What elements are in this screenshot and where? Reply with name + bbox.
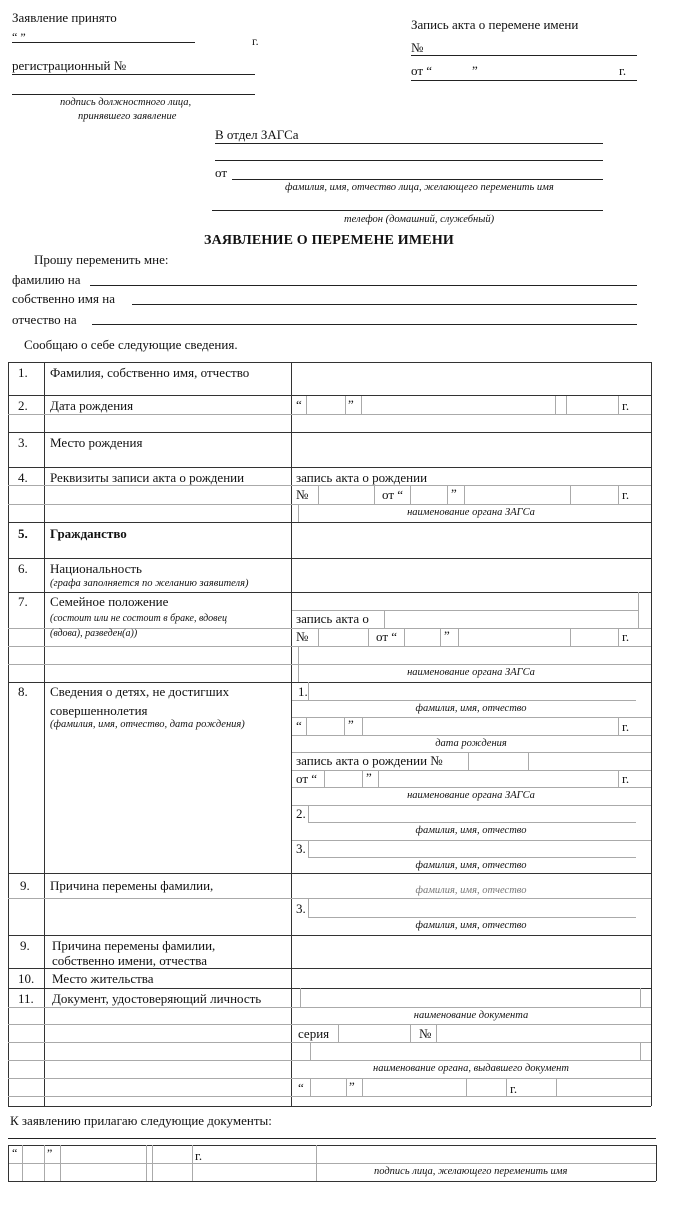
- applicant-phone-line[interactable]: [212, 210, 603, 211]
- ghost-fio-caption: фамилия, имя, отчество: [415, 885, 527, 896]
- child1-quote-open: “: [296, 718, 302, 733]
- applicant-signature-field[interactable]: [317, 1146, 655, 1163]
- row11-no-label: №: [419, 1026, 432, 1041]
- row2-quote-open: “: [296, 397, 302, 412]
- row11-issuer-caption: наименование органа, выдавшего документ: [373, 1063, 569, 1074]
- new-name-label: собственно имя на: [12, 291, 115, 306]
- child1-fio-caption: фамилия, имя, отчество: [415, 703, 527, 714]
- child1-quote-close: ”: [348, 717, 354, 732]
- citizenship-cell[interactable]: [292, 523, 650, 557]
- row9a-child-num: 3.: [296, 901, 306, 916]
- nationality-cell[interactable]: [292, 559, 650, 591]
- info-intro: Сообщаю о себе следующие сведения.: [24, 337, 238, 352]
- row7-note-1: (состоит или не состоит в браке, вдовец: [50, 613, 227, 624]
- child3-fio-caption: фамилия, имя, отчество: [415, 860, 527, 871]
- record-year: г.: [619, 63, 627, 78]
- row1-num: 1.: [18, 365, 28, 380]
- row9-label-2: собственно имени, отчества: [52, 953, 208, 968]
- row4-record-label: запись акта о рождении: [296, 470, 428, 485]
- row5-num: 5.: [18, 526, 28, 541]
- child2-fio-caption: фамилия, имя, отчество: [415, 825, 527, 836]
- accepted-label: Заявление принято: [12, 10, 117, 25]
- attachments-line[interactable]: [8, 1138, 656, 1139]
- footer-quote-close: ”: [47, 1146, 53, 1160]
- row4-label: Реквизиты записи акта о рождении: [50, 470, 245, 485]
- row9a-fio-caption: фамилия, имя, отчество: [415, 920, 527, 931]
- new-surname-label: фамилию на: [12, 272, 81, 287]
- row2-year: г.: [622, 398, 630, 413]
- row8-label-1: Сведения о детях, не достигших: [50, 684, 230, 699]
- row4-no-label: №: [296, 487, 309, 502]
- row8-num: 8.: [18, 684, 28, 699]
- new-name-line[interactable]: [132, 304, 637, 305]
- child1-record-label: запись акта о рождении №: [296, 753, 443, 768]
- zags-office-label: В отдел ЗАГСа: [215, 127, 299, 142]
- row11-num: 11.: [18, 991, 34, 1006]
- applicant-fio-caption: фамилия, имя, отчество лица, желающего переменить имя: [285, 182, 554, 193]
- row5-label: Гражданство: [50, 526, 127, 541]
- row2-label: Дата рождения: [50, 398, 134, 413]
- row4-from-label: от “: [382, 487, 404, 502]
- zags-office-line[interactable]: [215, 143, 603, 144]
- birth-place-cell[interactable]: [292, 433, 650, 466]
- phone-caption: телефон (домашний, служебный): [344, 214, 495, 225]
- row11-year: г.: [510, 1081, 518, 1096]
- name-change-record-label: Запись акта о перемене имени: [411, 17, 579, 32]
- row8-note: (фамилия, имя, отчество, дата рождения): [50, 719, 245, 730]
- row7-year: г.: [622, 629, 630, 644]
- row6-num: 6.: [18, 561, 28, 576]
- document-title: ЗАЯВЛЕНИЕ О ПЕРЕМЕНЕ ИМЕНИ: [204, 233, 455, 248]
- applicant-fio-line[interactable]: [232, 179, 603, 180]
- row8-label-2: совершеннолетия: [50, 703, 148, 718]
- record-date-line[interactable]: [411, 80, 637, 81]
- record-no-line[interactable]: [411, 55, 637, 56]
- child1-from-quote-close: ”: [366, 770, 372, 785]
- child2-num: 2.: [296, 806, 306, 821]
- row7-organ-caption: наименование органа ЗАГСа: [407, 667, 535, 678]
- row4-year: г.: [622, 487, 630, 502]
- row10-num: 10.: [18, 971, 35, 986]
- reg-number-line[interactable]: [12, 74, 255, 75]
- child3-num: 3.: [296, 841, 306, 856]
- child1-record-year: г.: [622, 771, 630, 786]
- child1-from-label: от “: [296, 771, 318, 786]
- row7-from-label: от “: [376, 629, 398, 644]
- child1-num: 1.: [298, 684, 308, 699]
- row9a-num: 9.: [20, 878, 30, 893]
- row11-label: Документ, удостоверяющий личность: [52, 991, 262, 1006]
- child1-organ-caption: наименование органа ЗАГСа: [407, 790, 535, 801]
- record-from-label: от “: [411, 63, 433, 78]
- row1-label: Фамилия, собственно имя, отчество: [50, 365, 250, 380]
- row7-no-label: №: [296, 629, 309, 644]
- residence-cell[interactable]: [292, 969, 650, 987]
- signature-caption-2: принявшего заявление: [78, 111, 177, 122]
- row3-num: 3.: [18, 435, 28, 450]
- row11-quote-close: ”: [349, 1079, 355, 1094]
- accepted-date-quotes: “ ”: [12, 30, 26, 44]
- row4-organ-caption: наименование органа ЗАГСа: [407, 507, 535, 518]
- row6-label: Национальность: [50, 561, 142, 576]
- birth-date-input[interactable]: [362, 396, 554, 413]
- signature-caption-1: подпись должностного лица,: [60, 97, 192, 108]
- child1-dob-caption: дата рождения: [435, 738, 507, 749]
- request-intro: Прошу переменить мне:: [34, 252, 169, 267]
- new-surname-line[interactable]: [90, 285, 637, 286]
- row2-quote-close: ”: [348, 397, 354, 412]
- official-signature-line[interactable]: [12, 94, 255, 95]
- row9-num: 9.: [20, 938, 30, 953]
- row4-num: 4.: [18, 470, 28, 485]
- row7-num: 7.: [18, 594, 28, 609]
- row11-quote-open: “: [298, 1080, 304, 1095]
- child1-year: г.: [622, 719, 630, 734]
- row7-label: Семейное положение: [50, 594, 169, 609]
- row11-series-label: серия: [298, 1026, 330, 1041]
- row2-num: 2.: [18, 398, 28, 413]
- record-from-quote-close: ”: [472, 63, 478, 78]
- reg-number-label: регистрационный №: [12, 58, 127, 73]
- footer-year: г.: [195, 1148, 203, 1163]
- new-patronymic-line[interactable]: [92, 324, 637, 325]
- attachments-label: К заявлению прилагаю следующие документы:: [10, 1113, 272, 1128]
- zags-office-line-2[interactable]: [215, 160, 603, 161]
- record-no-label: №: [411, 40, 424, 55]
- row4-quote-close: ”: [451, 486, 457, 501]
- change-reason-cell[interactable]: [292, 936, 650, 967]
- row7-note-2: (вдова), разведен(а)): [50, 628, 138, 639]
- row1-value-cell[interactable]: [292, 363, 650, 394]
- row9a-label: Причина перемены фамилии,: [50, 878, 214, 893]
- row7-quote-close: ”: [444, 628, 450, 643]
- footer-quote-open: “: [12, 1146, 18, 1160]
- row9-label-1: Причина перемены фамилии,: [52, 938, 216, 953]
- row10-label: Место жительства: [52, 971, 154, 986]
- row7-record-label: запись акта о: [296, 611, 369, 626]
- new-patronymic-label: отчество на: [12, 312, 77, 327]
- row3-label: Место рождения: [50, 435, 143, 450]
- row11-doc-caption: наименование документа: [413, 1010, 529, 1021]
- from-label: от: [215, 165, 228, 180]
- row6-note: (графа заполняется по желанию заявителя): [50, 578, 249, 589]
- accepted-date-line[interactable]: [12, 42, 195, 43]
- applicant-signature-caption: подпись лица, желающего переменить имя: [374, 1166, 568, 1177]
- accepted-year: г.: [252, 34, 259, 48]
